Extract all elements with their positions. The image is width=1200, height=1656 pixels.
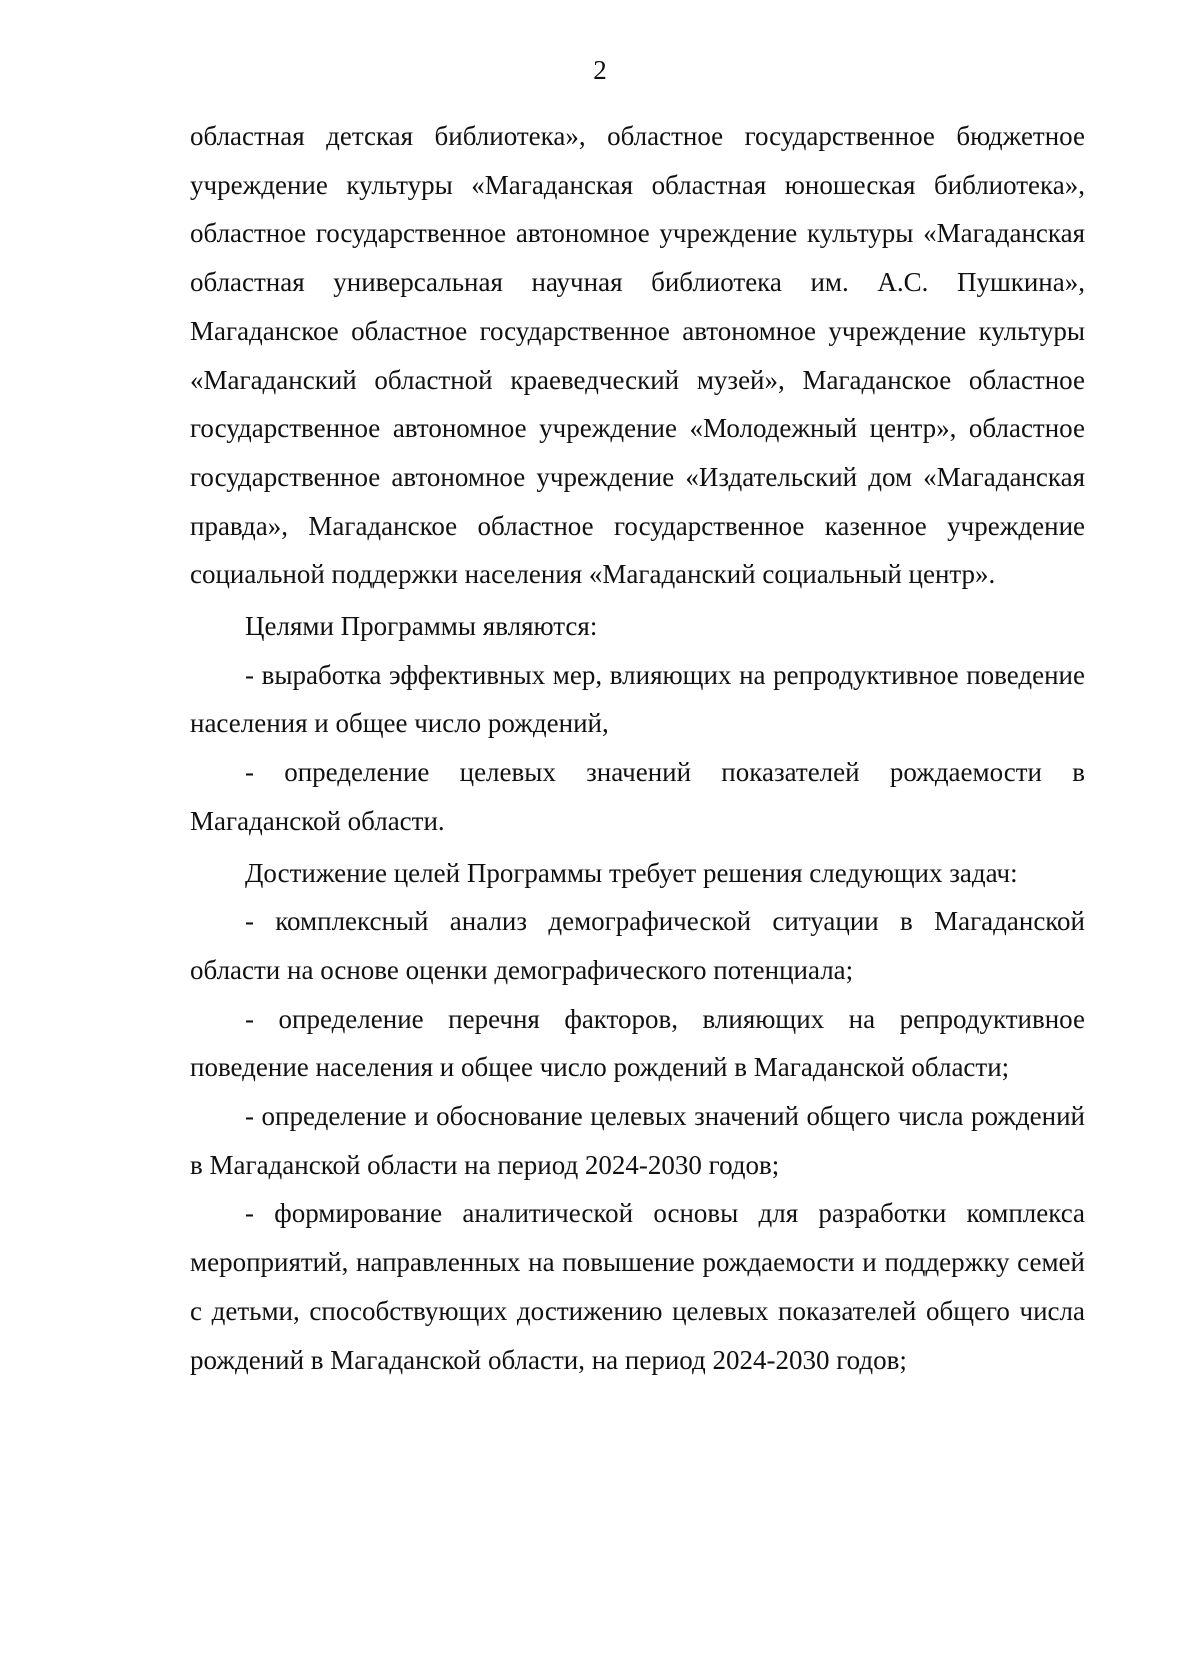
paragraph-institutions-list: областная детская библиотека», областное государственное бюджетное учреждение культуры «Магаданская областная юношеская библиотека», областное государственное автономное учреждение культуры «Магаданская областная универсальная научная библиотека им. А.С. Пушкина», Магаданское областное государственное автономное учреждение культуры «Магаданский областной краеведческий музей», Магаданское областное государственное автономное учреждение «Молодежный центр», областное государственное автономное учреждение «Издательский дом «Магаданская правда», Магаданское областное государственное казенное учреждение социальной поддержки населения «Магаданский социальный центр». (190, 121, 1085, 590)
page-number: 2 (593, 55, 607, 85)
list-item-goal-1: - выработка эффективных мер, влияющих на репродуктивное поведение населения и общее число рождений, (190, 659, 1085, 739)
list-item-goal-2: - определение целевых значений показателей рождаемости в Магаданской области. (190, 757, 1085, 836)
paragraph-tasks-heading: Достижение целей Программы требует решения следующих задач: (245, 857, 1018, 888)
paragraph-goals-heading: Целями Программы являются: (245, 611, 598, 642)
list-item-task-2: - определение перечня факторов, влияющих на репродуктивное поведение населения и общее число рождений в Магаданской области; (190, 1003, 1085, 1083)
list-item-task-1: - комплексный анализ демографической ситуации в Магаданской области на основе оценки демографического потенциала; (190, 906, 1085, 985)
document-body (190, 112, 1085, 1384)
list-item-task-4: - формирование аналитической основы для разработки комплекса мероприятий, направленных на повышение рождаемости и поддержку семей с детьми, способствующих достижению целевых показателей общего числа рождений в Магаданской области, на период 2024-2030 годов; (190, 1198, 1085, 1375)
list-item-task-3: - определение и обоснование целевых значений общего числа рождений в Магаданской области на период 2024-2030 годов; (190, 1101, 1085, 1180)
